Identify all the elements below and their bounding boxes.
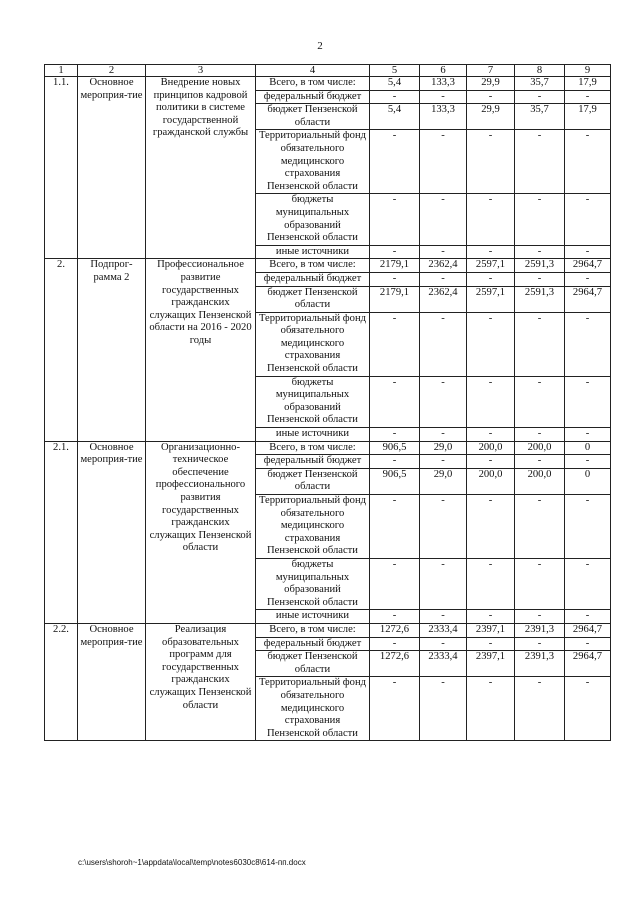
value-cell: - xyxy=(370,194,420,245)
value-cell: 35,7 xyxy=(515,77,565,91)
value-cell: 35,7 xyxy=(515,104,565,130)
table-body xyxy=(45,65,611,741)
value-cell: - xyxy=(370,610,420,624)
funding-source: бюджеты муниципальных образований Пензенской области xyxy=(256,194,370,245)
value-cell: 0 xyxy=(565,468,611,494)
budget-table xyxy=(44,64,611,741)
value-cell: 2333,4 xyxy=(420,623,467,637)
value-cell: - xyxy=(420,194,467,245)
page-number: 2 xyxy=(317,40,323,52)
value-cell: - xyxy=(515,376,565,427)
item-type: Основное мероприя-тие xyxy=(78,623,146,740)
column-header: 1 xyxy=(45,65,78,77)
funding-source: иные источники xyxy=(256,245,370,259)
funding-source: бюджет Пензенской области xyxy=(256,468,370,494)
value-cell: - xyxy=(565,637,611,651)
value-cell: 2964,7 xyxy=(565,651,611,677)
value-cell: - xyxy=(515,194,565,245)
value-cell: - xyxy=(467,637,515,651)
value-cell: - xyxy=(467,495,515,559)
value-cell: - xyxy=(515,272,565,286)
funding-source: федеральный бюджет xyxy=(256,272,370,286)
table-row xyxy=(45,259,611,273)
value-cell: - xyxy=(565,194,611,245)
value-cell: - xyxy=(467,194,515,245)
funding-source: бюджет Пензенской области xyxy=(256,286,370,312)
value-cell: 906,5 xyxy=(370,468,420,494)
item-num: 2. xyxy=(45,259,78,441)
value-cell: - xyxy=(565,376,611,427)
value-cell: - xyxy=(565,245,611,259)
column-header: 6 xyxy=(420,65,467,77)
value-cell: 200,0 xyxy=(467,441,515,455)
value-cell: 906,5 xyxy=(370,441,420,455)
value-cell: 2591,3 xyxy=(515,259,565,273)
table-row xyxy=(45,77,611,91)
value-cell: - xyxy=(467,312,515,376)
value-cell: - xyxy=(467,455,515,469)
value-cell: 2597,1 xyxy=(467,259,515,273)
value-cell: - xyxy=(370,90,420,104)
value-cell: - xyxy=(467,245,515,259)
funding-source: бюджеты муниципальных образований Пензенской области xyxy=(256,558,370,609)
funding-source: бюджет Пензенской области xyxy=(256,651,370,677)
value-cell: - xyxy=(420,677,467,741)
value-cell: - xyxy=(515,610,565,624)
value-cell: 200,0 xyxy=(515,441,565,455)
item-num: 2.1. xyxy=(45,441,78,623)
value-cell: 200,0 xyxy=(515,468,565,494)
funding-source: федеральный бюджет xyxy=(256,637,370,651)
value-cell: 2391,3 xyxy=(515,651,565,677)
value-cell: 2964,7 xyxy=(565,259,611,273)
column-header: 4 xyxy=(256,65,370,77)
value-cell: 5,4 xyxy=(370,104,420,130)
value-cell: - xyxy=(370,312,420,376)
value-cell: 2591,3 xyxy=(515,286,565,312)
column-header: 5 xyxy=(370,65,420,77)
funding-source: Всего, в том числе: xyxy=(256,259,370,273)
value-cell: - xyxy=(467,428,515,442)
value-cell: - xyxy=(565,610,611,624)
funding-source: Территориальный фонд обязательного медицинского страхования Пензенской области xyxy=(256,130,370,194)
item-type: Основное мероприя-тие xyxy=(78,77,146,259)
funding-source: иные источники xyxy=(256,428,370,442)
value-cell: - xyxy=(420,455,467,469)
column-header: 2 xyxy=(78,65,146,77)
value-cell: - xyxy=(467,272,515,286)
value-cell: - xyxy=(515,312,565,376)
value-cell: - xyxy=(467,610,515,624)
value-cell: - xyxy=(467,90,515,104)
value-cell: - xyxy=(370,245,420,259)
value-cell: 1272,6 xyxy=(370,651,420,677)
funding-source: Территориальный фонд обязательного медицинского страхования Пензенской области xyxy=(256,495,370,559)
value-cell: 2397,1 xyxy=(467,623,515,637)
funding-source: иные источники xyxy=(256,610,370,624)
value-cell: 2362,4 xyxy=(420,286,467,312)
value-cell: - xyxy=(467,558,515,609)
value-cell: - xyxy=(420,312,467,376)
value-cell: - xyxy=(370,130,420,194)
value-cell: - xyxy=(565,312,611,376)
value-cell: - xyxy=(370,558,420,609)
column-header: 8 xyxy=(515,65,565,77)
value-cell: - xyxy=(515,558,565,609)
value-cell: - xyxy=(515,677,565,741)
value-cell: - xyxy=(370,272,420,286)
value-cell: - xyxy=(515,90,565,104)
value-cell: 1272,6 xyxy=(370,623,420,637)
value-cell: 29,9 xyxy=(467,104,515,130)
value-cell: - xyxy=(420,610,467,624)
value-cell: - xyxy=(370,495,420,559)
value-cell: - xyxy=(515,637,565,651)
value-cell: - xyxy=(420,637,467,651)
value-cell: - xyxy=(420,130,467,194)
funding-source: федеральный бюджет xyxy=(256,455,370,469)
value-cell: - xyxy=(467,677,515,741)
value-cell: - xyxy=(370,677,420,741)
item-type: Основное мероприя-тие xyxy=(78,441,146,623)
value-cell: 2179,1 xyxy=(370,286,420,312)
value-cell: - xyxy=(565,455,611,469)
value-cell: 2597,1 xyxy=(467,286,515,312)
value-cell: 5,4 xyxy=(370,77,420,91)
value-cell: 29,0 xyxy=(420,441,467,455)
header-row xyxy=(45,65,611,77)
value-cell: - xyxy=(565,677,611,741)
column-header: 9 xyxy=(565,65,611,77)
funding-source: бюджеты муниципальных образований Пензенской области xyxy=(256,376,370,427)
value-cell: - xyxy=(467,130,515,194)
value-cell: 133,3 xyxy=(420,77,467,91)
value-cell: - xyxy=(467,376,515,427)
value-cell: - xyxy=(370,376,420,427)
column-header: 3 xyxy=(146,65,256,77)
value-cell: - xyxy=(515,130,565,194)
value-cell: 2333,4 xyxy=(420,651,467,677)
item-name: Реализация образовательных программ для государственных гражданских служащих Пензенской области xyxy=(146,623,256,740)
file-path-footer: c:\users\shoroh~1\appdata\local\temp\notes6030c8\614-пп.docx xyxy=(78,858,306,867)
item-name: Организационно-техническое обеспечение профессионального развития государственных гражданских служащих Пензенской области xyxy=(146,441,256,623)
value-cell: - xyxy=(420,558,467,609)
value-cell: - xyxy=(515,428,565,442)
value-cell: 29,0 xyxy=(420,468,467,494)
value-cell: 29,9 xyxy=(467,77,515,91)
funding-source: Всего, в том числе: xyxy=(256,623,370,637)
item-num: 1.1. xyxy=(45,77,78,259)
value-cell: 17,9 xyxy=(565,77,611,91)
value-cell: - xyxy=(420,376,467,427)
value-cell: 133,3 xyxy=(420,104,467,130)
value-cell: - xyxy=(565,90,611,104)
funding-source: бюджет Пензенской области xyxy=(256,104,370,130)
item-type: Подпрог-рамма 2 xyxy=(78,259,146,441)
value-cell: 2964,7 xyxy=(565,286,611,312)
value-cell: 2179,1 xyxy=(370,259,420,273)
value-cell: - xyxy=(370,428,420,442)
funding-source: Территориальный фонд обязательного медицинского страхования Пензенской области xyxy=(256,677,370,741)
value-cell: 17,9 xyxy=(565,104,611,130)
value-cell: - xyxy=(370,455,420,469)
table-row xyxy=(45,623,611,637)
funding-source: Всего, в том числе: xyxy=(256,77,370,91)
value-cell: - xyxy=(565,272,611,286)
value-cell: 2397,1 xyxy=(467,651,515,677)
table-row xyxy=(45,441,611,455)
value-cell: - xyxy=(565,130,611,194)
value-cell: 2391,3 xyxy=(515,623,565,637)
funding-source: федеральный бюджет xyxy=(256,90,370,104)
value-cell: 0 xyxy=(565,441,611,455)
column-header: 7 xyxy=(467,65,515,77)
value-cell: - xyxy=(515,245,565,259)
value-cell: - xyxy=(420,90,467,104)
value-cell: 2964,7 xyxy=(565,623,611,637)
item-name: Профессиональное развитие государственных гражданских служащих Пензенской области на 2016 - 2020 годы xyxy=(146,259,256,441)
value-cell: - xyxy=(565,495,611,559)
value-cell: - xyxy=(565,428,611,442)
value-cell: 200,0 xyxy=(467,468,515,494)
value-cell: - xyxy=(420,428,467,442)
value-cell: 2362,4 xyxy=(420,259,467,273)
value-cell: - xyxy=(420,245,467,259)
funding-source: Всего, в том числе: xyxy=(256,441,370,455)
value-cell: - xyxy=(515,455,565,469)
value-cell: - xyxy=(420,272,467,286)
item-num: 2.2. xyxy=(45,623,78,740)
value-cell: - xyxy=(420,495,467,559)
value-cell: - xyxy=(565,558,611,609)
value-cell: - xyxy=(515,495,565,559)
item-name: Внедрение новых принципов кадровой политики в системе государственной гражданской службы xyxy=(146,77,256,259)
funding-source: Территориальный фонд обязательного медицинского страхования Пензенской области xyxy=(256,312,370,376)
value-cell: - xyxy=(370,637,420,651)
